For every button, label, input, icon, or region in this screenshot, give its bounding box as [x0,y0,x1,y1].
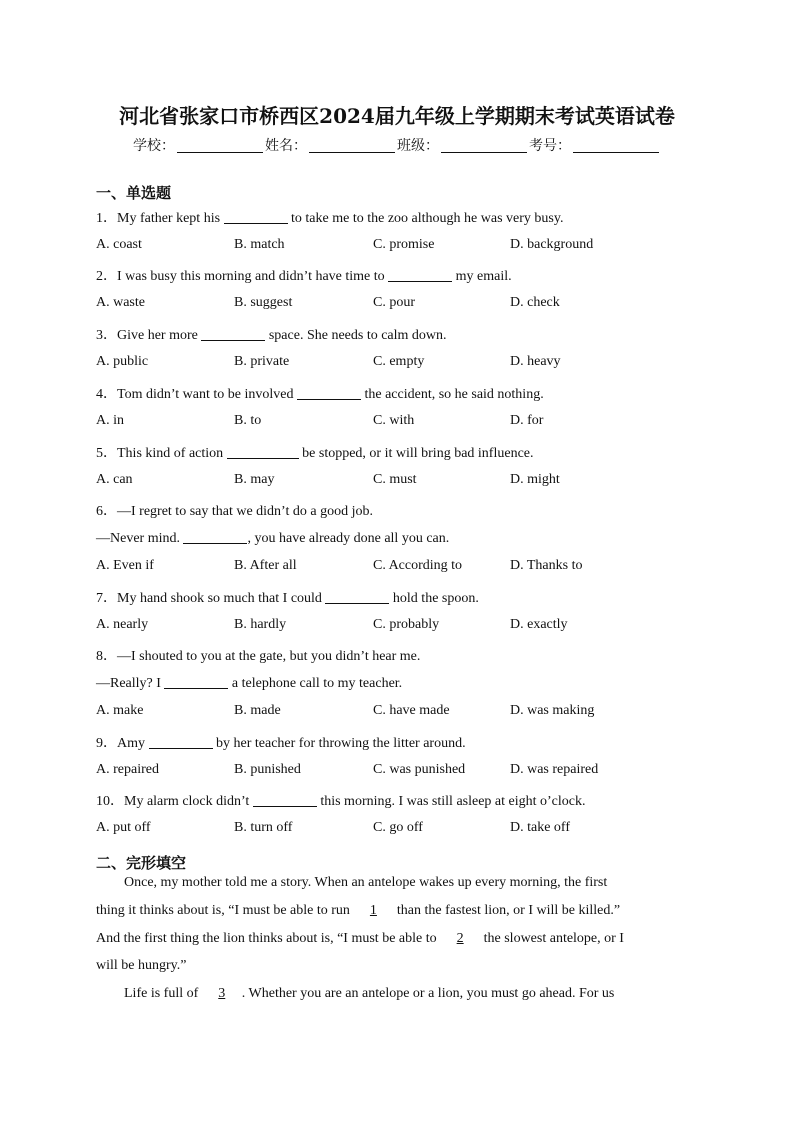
cloze-paragraph-1-line2 [96,903,620,919]
class-label: 班级： [397,138,439,154]
option-a[interactable]: A. public [96,354,149,369]
name-label: 姓名： [265,138,307,154]
question-text: a telephone call to my teacher. [231,676,403,691]
cloze-paragraph-1-line3 [96,931,624,947]
page-title: 河北省张家口市桥西区2024届九年级上学期期末考试英语试卷 [119,104,675,128]
answer-blank [164,675,228,689]
question-text: , you have already done all you can. [247,531,450,546]
question-text: 9．Amy [96,736,145,751]
option-a[interactable]: A. nearly [96,617,149,632]
option-b[interactable]: B. may [234,472,275,487]
answer-blank [149,735,213,749]
school-blank[interactable] [177,138,263,153]
option-c[interactable]: C. was punished [373,762,466,777]
option-b[interactable]: B. After all [234,558,297,573]
option-d[interactable]: D. heavy [510,354,561,369]
option-c[interactable]: C. with [373,413,415,428]
option-d[interactable]: D. was repaired [510,762,599,777]
question-text: —Never mind. [96,531,180,546]
question-7 [96,587,479,607]
answer-blank [201,327,265,341]
cloze-blank-3[interactable]: 3 [218,986,226,1001]
cloze-text: And the first thing the lion thinks about is, “I must be able to [96,931,437,946]
option-b[interactable]: B. private [234,354,290,369]
option-c[interactable]: C. go off [373,820,423,835]
cloze-paragraph-1-line1: Once, my mother told me a story. When an antelope wakes up every morning, the first [124,875,608,890]
option-a[interactable]: A. Even if [96,558,154,573]
option-d[interactable]: D. Thanks to [510,558,583,573]
question-text: hold the spoon. [392,591,479,606]
school-label: 学校： [133,138,175,154]
answer-blank [388,268,452,282]
option-c[interactable]: C. According to [373,558,463,573]
cloze-paragraph-1-line4: will be hungry.” [96,958,187,973]
option-c[interactable]: C. probably [373,617,440,632]
question-text: 3．Give her more [96,328,198,343]
question-text: 2．I was busy this morning and didn’t have time to [96,269,385,284]
question-1 [96,207,563,227]
option-b[interactable]: B. suggest [234,295,293,310]
answer-blank [227,445,299,459]
cloze-text: than the fastest lion, or I will be killed.” [396,903,621,918]
option-b[interactable]: B. to [234,413,262,428]
question-text: 7．My hand shook so much that I could [96,591,322,606]
question-text: to take me to the zoo although he was very busy. [291,211,564,226]
section-heading-cloze: 二、完形填空 [96,854,187,872]
question-8 [96,675,402,692]
option-d[interactable]: D. was making [510,703,595,718]
question-text: my email. [455,269,512,284]
option-d[interactable]: D. might [510,472,560,487]
option-c[interactable]: C. must [373,472,417,487]
option-a[interactable]: A. in [96,413,124,428]
question-3 [96,324,447,344]
option-a[interactable]: A. repaired [96,762,159,777]
question-8-line1: 8．—I shouted to you at the gate, but you didn’t hear me. [96,649,421,664]
question-9 [96,732,466,752]
option-d[interactable]: D. for [510,413,544,428]
option-c[interactable]: C. have made [373,703,450,718]
question-text: this morning. I was still asleep at eight o’clock. [320,794,586,809]
student-info-line [0,135,794,155]
option-b[interactable]: B. match [234,237,285,252]
option-a[interactable]: A. can [96,472,133,487]
option-b[interactable]: B. turn off [234,820,293,835]
answer-blank [183,530,247,544]
question-text: be stopped, or it will bring bad influence. [302,446,534,461]
question-2 [96,265,512,285]
cloze-text: . Whether you are an antelope or a lion, you must go ahead. For us [241,986,615,1001]
option-a[interactable]: A. waste [96,295,145,310]
option-d[interactable]: D. take off [510,820,570,835]
question-text: the accident, so he said nothing. [364,387,544,402]
option-d[interactable]: D. background [510,237,594,252]
cloze-blank-2[interactable]: 2 [456,931,464,946]
option-c[interactable]: C. promise [373,237,435,252]
question-10 [96,790,586,810]
option-a[interactable]: A. put off [96,820,151,835]
question-text: —Really? I [96,676,161,691]
option-d[interactable]: D. exactly [510,617,568,632]
question-6-line1: 6．—I regret to say that we didn’t do a good job. [96,504,373,519]
cloze-text: the slowest antelope, or I [483,931,624,946]
question-text: 1．My father kept his [96,211,221,226]
number-blank[interactable] [573,138,659,153]
option-a[interactable]: A. coast [96,237,142,252]
cloze-paragraph-2-line1 [124,986,614,1002]
question-text: 5．This kind of action [96,446,224,461]
option-a[interactable]: A. make [96,703,144,718]
cloze-text: Life is full of [124,986,199,1001]
question-text: 10．My alarm clock didn’t [96,794,250,809]
cloze-text: thing it thinks about is, “I must be able to run [96,903,350,918]
option-d[interactable]: D. check [510,295,560,310]
number-label: 考号： [529,138,571,154]
answer-blank [325,590,389,604]
answer-blank [253,793,317,807]
question-6 [96,530,449,547]
name-blank[interactable] [309,138,395,153]
cloze-blank-1[interactable]: 1 [369,903,377,918]
option-c[interactable]: C. pour [373,295,415,310]
option-b[interactable]: B. hardly [234,617,287,632]
question-text: space. She needs to calm down. [268,328,447,343]
question-text: by her teacher for throwing the litter around. [216,736,466,751]
option-b[interactable]: B. made [234,703,281,718]
class-blank[interactable] [441,138,527,153]
option-c[interactable]: C. empty [373,354,425,369]
section-heading-single-choice: 一、单选题 [96,184,172,202]
question-4 [96,383,544,403]
answer-blank [224,210,288,224]
question-text: 4．Tom didn’t want to be involved [96,387,294,402]
option-b[interactable]: B. punished [234,762,301,777]
answer-blank [297,386,361,400]
question-5 [96,442,534,462]
